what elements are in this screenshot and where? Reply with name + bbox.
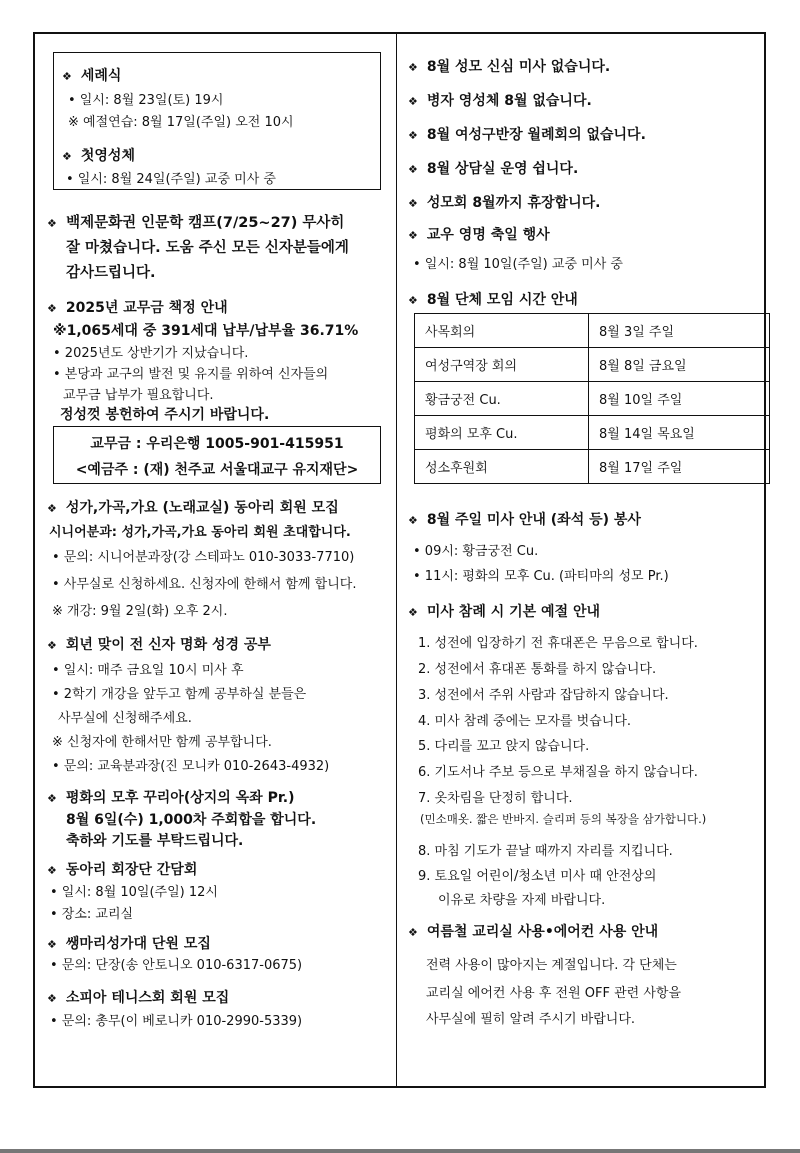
tennis-heading xyxy=(47,987,229,1007)
aircon-line-2: 교리실 에어컨 사용 후 전원 OFF 관련 사항을 xyxy=(426,986,682,1001)
aircon-line-3: 사무실에 필히 알려 주시기 바랍니다. xyxy=(426,1012,636,1027)
etiquette-item: 4. 미사 참례 중에는 모자를 벗습니다. xyxy=(418,714,632,729)
curia-heading xyxy=(47,787,294,807)
schedule-title: 8월 단체 모임 시간 안내 xyxy=(426,292,578,308)
aircon-title: 여름철 교리실 사용•에어컨 사용 안내 xyxy=(426,924,659,940)
camp-line-2: 잘 마쳤습니다. 도움 주신 모든 신자분들에게 xyxy=(66,240,349,256)
diamond-bullet-icon: ❖ xyxy=(408,926,418,939)
mass-service-heading xyxy=(408,509,641,529)
camp-line-3: 감사드립니다. xyxy=(66,265,156,281)
tennis-contact: • 문의: 총무(이 베로니카 010-2990-5339) xyxy=(50,1014,303,1029)
group-cell: 사목회의 xyxy=(415,314,589,348)
curia-line-2: 축하와 기도를 부탁드립니다. xyxy=(66,833,244,849)
camp-text-1: 백제문화권 인문학 캠프(7/25~27) 무사히 xyxy=(66,215,345,231)
diamond-bullet-icon: ❖ xyxy=(47,502,57,515)
bible-line-3: 사무실에 신청해주세요. xyxy=(58,711,192,726)
dues-stat: ※1,065세대 중 391세대 납부/납부율 36.71% xyxy=(53,323,359,339)
diamond-bullet-icon: ❖ xyxy=(408,606,418,619)
choir-club-title: 성가,가곡,가요 (노래교실) 동아리 회원 모집 xyxy=(65,500,339,516)
date-cell: 8월 10일 주일 xyxy=(589,382,770,416)
dues-line-3: 교무금 납부가 필요합니다. xyxy=(63,388,214,403)
diamond-bullet-icon: ❖ xyxy=(408,229,418,242)
notice-2 xyxy=(408,90,592,110)
choir-club-contact: • 문의: 시니어분과장(강 스테파노 010-3033-7710) xyxy=(52,550,355,565)
notice-1-text: 8월 성모 신심 미사 없습니다. xyxy=(426,59,611,75)
table-row xyxy=(415,450,770,484)
twin-choir-heading xyxy=(47,933,211,953)
mass-service-line-2: • 11시: 평화의 모후 Cu. (파티마의 성모 Pr.) xyxy=(413,569,669,584)
diamond-bullet-icon: ❖ xyxy=(408,514,418,527)
tennis-title: 소피아 테니스회 회원 모집 xyxy=(65,990,230,1006)
etiquette-item: 3. 성전에서 주위 사람과 잡담하지 않습니다. xyxy=(418,688,669,703)
baptism-title: 세례식 xyxy=(80,68,122,84)
bible-title: 회년 맞이 전 신자 명화 성경 공부 xyxy=(65,637,271,653)
etiquette-item: 2. 성전에서 휴대폰 통화를 하지 않습니다. xyxy=(418,662,657,677)
bible-line-1: • 일시: 매주 금요일 10시 미사 후 xyxy=(52,663,244,678)
group-cell: 성소후원회 xyxy=(415,450,589,484)
diamond-bullet-icon: ❖ xyxy=(408,163,418,176)
table-row xyxy=(415,314,770,348)
diamond-bullet-icon: ❖ xyxy=(408,294,418,307)
club-meeting-date: • 일시: 8월 10일(주일) 12시 xyxy=(50,885,218,900)
date-cell: 8월 8일 금요일 xyxy=(589,348,770,382)
table-row xyxy=(415,416,770,450)
notice-2-text: 병자 영성체 8월 없습니다. xyxy=(426,93,592,109)
notice-5 xyxy=(408,192,600,212)
choir-club-apply: • 사무실로 신청하세요. 신청자에 한해서 함께 합니다. xyxy=(52,577,357,592)
date-cell: 8월 14일 목요일 xyxy=(589,416,770,450)
table-row xyxy=(415,348,770,382)
club-meeting-title: 동아리 회장단 간담회 xyxy=(65,862,198,878)
etiquette-item: 7. 옷차림을 단정히 합니다. xyxy=(418,791,573,806)
bible-heading xyxy=(47,634,271,654)
diamond-bullet-icon: ❖ xyxy=(408,61,418,74)
notice-1 xyxy=(408,56,610,76)
twin-choir-contact: • 문의: 단장(송 안토니오 010-6317-0675) xyxy=(50,958,303,973)
etiquette-item: 9. 토요일 어린이/청소년 미사 때 안전상의 xyxy=(418,869,657,884)
club-meeting-place: • 장소: 교리실 xyxy=(50,907,134,922)
date-cell: 8월 17일 주일 xyxy=(589,450,770,484)
diamond-bullet-icon: ❖ xyxy=(47,639,57,652)
dues-line-1: • 2025년도 상반기가 지났습니다. xyxy=(53,346,249,361)
diamond-bullet-icon: ❖ xyxy=(47,217,57,230)
first-communion-heading xyxy=(62,145,135,165)
mass-service-title: 8월 주일 미사 안내 (좌석 등) 봉사 xyxy=(426,512,641,528)
date-cell: 8월 3일 주일 xyxy=(589,314,770,348)
notice-3 xyxy=(408,124,646,144)
choir-club-invite: 시니어분과: 성가,가곡,가요 동아리 회원 초대합니다. xyxy=(49,525,351,540)
baptism-date: • 일시: 8월 23일(토) 19시 xyxy=(68,93,224,108)
schedule-heading xyxy=(408,289,578,309)
baptism-heading xyxy=(62,65,121,85)
baptism-rehearsal: ※ 예절연습: 8월 17일(주일) 오전 10시 xyxy=(68,115,294,130)
parish-feast-heading xyxy=(408,224,550,244)
etiquette-note: (민소매옷. 짧은 반바지. 슬리퍼 등의 복장을 삼가합니다.) xyxy=(420,812,707,826)
diamond-bullet-icon: ❖ xyxy=(47,792,57,805)
diamond-bullet-icon: ❖ xyxy=(47,864,57,877)
bible-line-5: • 문의: 교육분과장(진 모니카 010-2643-4932) xyxy=(52,759,330,774)
notice-5-text: 성모회 8월까지 휴장합니다. xyxy=(426,195,601,211)
etiquette-title: 미사 참례 시 기본 예절 안내 xyxy=(426,604,601,620)
diamond-bullet-icon: ❖ xyxy=(47,938,57,951)
etiquette-item: 8. 마침 기도가 끝날 때까지 자리를 지킵니다. xyxy=(418,844,673,859)
account-box xyxy=(53,426,381,484)
first-communion-title: 첫영성체 xyxy=(80,148,135,164)
account-holder: <예금주 : (재) 천주교 서울대교구 유지재단> xyxy=(75,462,359,478)
dues-line-2: • 본당과 교구의 발전 및 유지를 위하여 신자들의 xyxy=(53,367,329,382)
twin-choir-title: 쌩마리성가대 단원 모집 xyxy=(65,936,211,952)
first-communion-date: • 일시: 8월 24일(주일) 교중 미사 중 xyxy=(66,172,276,187)
diamond-bullet-icon: ❖ xyxy=(62,70,72,83)
curia-title: 평화의 모후 꾸리아(상지의 옥좌 Pr.) xyxy=(65,790,295,806)
parish-feast-title: 교우 영명 축일 행사 xyxy=(426,227,550,243)
aircon-heading xyxy=(408,921,658,941)
diamond-bullet-icon: ❖ xyxy=(408,197,418,210)
club-meeting-heading xyxy=(47,859,197,879)
aircon-line-1: 전력 사용이 많아지는 계절입니다. 각 단체는 xyxy=(426,958,677,973)
mass-service-line-1: • 09시: 황금궁전 Cu. xyxy=(413,544,539,559)
diamond-bullet-icon: ❖ xyxy=(408,95,418,108)
group-cell: 여성구역장 회의 xyxy=(415,348,589,382)
notice-3-text: 8월 여성구반장 월례회의 없습니다. xyxy=(426,127,646,143)
curia-line-1: 8월 6일(수) 1,000차 주회합을 합니다. xyxy=(66,812,317,828)
diamond-bullet-icon: ❖ xyxy=(62,150,72,163)
camp-line-1 xyxy=(47,211,344,232)
notice-4-text: 8월 상담실 운영 쉽니다. xyxy=(426,161,579,177)
meeting-schedule-table xyxy=(414,313,770,484)
page-bottom-edge xyxy=(0,1149,800,1153)
bible-line-2: • 2학기 개강을 앞두고 함께 공부하실 분들은 xyxy=(52,687,307,702)
diamond-bullet-icon: ❖ xyxy=(47,302,57,315)
etiquette-item: 6. 기도서나 주보 등으로 부채질을 하지 않습니다. xyxy=(418,765,698,780)
dues-title: 2025년 교무금 책정 안내 xyxy=(65,300,228,316)
diamond-bullet-icon: ❖ xyxy=(408,129,418,142)
dues-line-4: 정성껏 봉헌하여 주시기 바랍니다. xyxy=(60,407,270,423)
notice-4 xyxy=(408,158,578,178)
account-number: 교무금 : 우리은행 1005-901-415951 xyxy=(90,436,344,452)
table-row xyxy=(415,382,770,416)
etiquette-item: 1. 성전에 입장하기 전 휴대폰은 무음으로 합니다. xyxy=(418,636,698,651)
etiquette-heading xyxy=(408,601,600,621)
bible-line-4: ※ 신청자에 한해서만 함께 공부합니다. xyxy=(52,735,272,750)
diamond-bullet-icon: ❖ xyxy=(47,992,57,1005)
group-cell: 평화의 모후 Cu. xyxy=(415,416,589,450)
choir-club-start: ※ 개강: 9월 2일(화) 오후 2시. xyxy=(52,604,228,619)
etiquette-item: 5. 다리를 꼬고 앉지 않습니다. xyxy=(418,739,590,754)
group-cell: 황금궁전 Cu. xyxy=(415,382,589,416)
column-divider xyxy=(396,32,397,1088)
choir-club-heading xyxy=(47,497,339,517)
dues-heading xyxy=(47,297,228,317)
etiquette-item-cont: 이유로 차량을 자제 바랍니다. xyxy=(438,893,606,908)
parish-feast-date: • 일시: 8월 10일(주일) 교중 미사 중 xyxy=(413,257,623,272)
